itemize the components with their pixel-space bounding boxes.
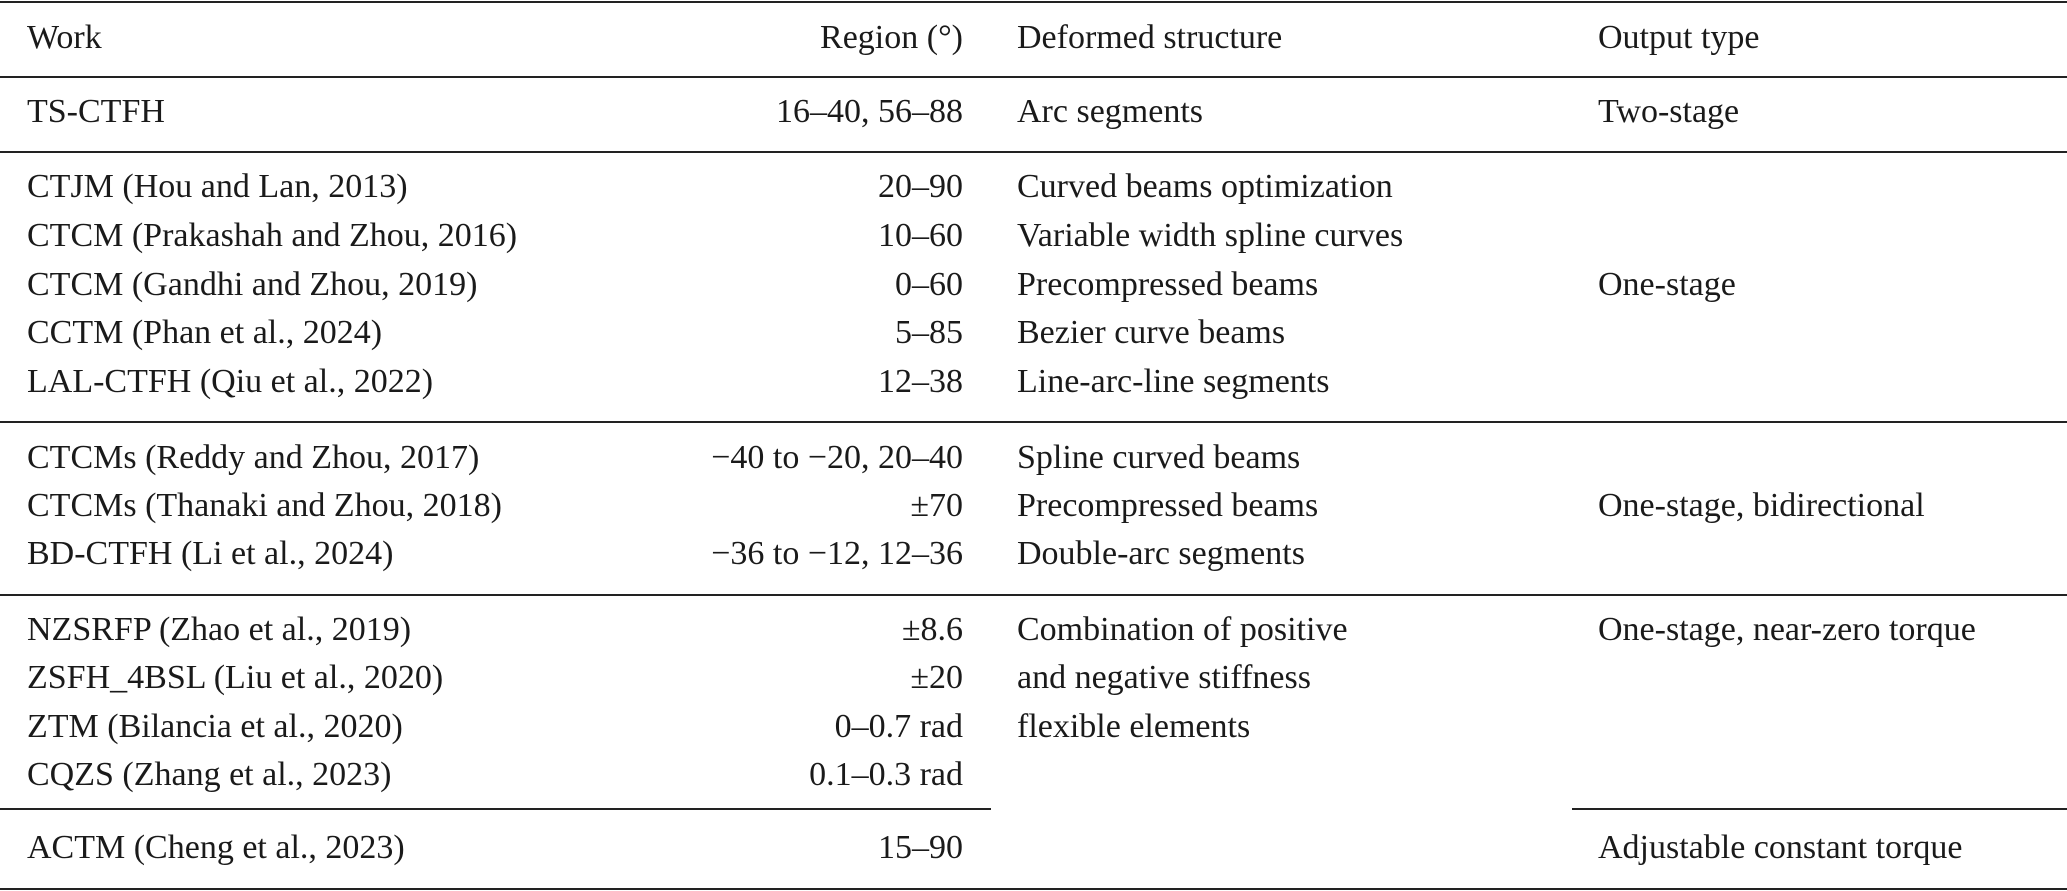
table-row-region: ±70 xyxy=(910,487,963,524)
table-row-work: CQZS (Zhang et al., 2023) xyxy=(27,756,392,793)
group-rule xyxy=(0,594,2067,596)
table-row-work: CTCM (Prakashah and Zhou, 2016) xyxy=(27,217,518,254)
header-region: Region (°) xyxy=(820,19,963,56)
structure-text: Variable width spline curves xyxy=(1017,217,1404,254)
structure-text: Curved beams optimization xyxy=(1017,168,1393,205)
table-row-region: 5–85 xyxy=(895,314,963,351)
table-row-work: ACTM (Cheng et al., 2023) xyxy=(27,829,405,866)
group-rule xyxy=(0,151,2067,153)
structure-text: Double-arc segments xyxy=(1017,535,1305,572)
table-row-region: 0–60 xyxy=(895,266,963,303)
table-row-region: 10–60 xyxy=(878,217,963,254)
table-row-work: TS-CTFH xyxy=(27,93,165,130)
table-row-region: 20–90 xyxy=(878,168,963,205)
table-row-work: LAL-CTFH (Qiu et al., 2022) xyxy=(27,363,434,400)
table-row-work: ZTM (Bilancia et al., 2020) xyxy=(27,708,403,745)
table-row-region: ±8.6 xyxy=(901,611,963,648)
group-rule xyxy=(0,421,2067,423)
output-text: One-stage xyxy=(1598,266,1736,303)
table-row-work: CTCM (Gandhi and Zhou, 2019) xyxy=(27,266,478,303)
table-row-region: ±20 xyxy=(910,659,963,696)
output-text: One-stage, near-zero torque xyxy=(1598,611,1976,648)
structure-text: Combination of positive xyxy=(1017,611,1348,648)
structure-text: flexible elements xyxy=(1017,708,1251,745)
table-row-work: CTJM (Hou and Lan, 2013) xyxy=(27,168,408,205)
partial-rule-right xyxy=(1572,808,2067,810)
structure-text: Precompressed beams xyxy=(1017,487,1319,524)
structure-text: Bezier curve beams xyxy=(1017,314,1286,351)
table-row-work: CTCMs (Reddy and Zhou, 2017) xyxy=(27,439,480,476)
structure-text: and negative stiffness xyxy=(1017,659,1311,696)
structure-text: Line-arc-line segments xyxy=(1017,363,1330,400)
output-text: Adjustable constant torque xyxy=(1598,829,1963,866)
table-row-work: CCTM (Phan et al., 2024) xyxy=(27,314,383,351)
table-row-region: 16–40, 56–88 xyxy=(776,93,963,130)
header-work: Work xyxy=(27,19,102,56)
header-structure: Deformed structure xyxy=(1017,19,1283,56)
structure-text: Precompressed beams xyxy=(1017,266,1319,303)
header-output: Output type xyxy=(1598,19,1760,56)
structure-text: Spline curved beams xyxy=(1017,439,1301,476)
table-row-region: −36 to −12, 12–36 xyxy=(711,535,963,572)
header-rule xyxy=(0,76,2067,78)
table-row-region: 12–38 xyxy=(878,363,963,400)
table-row-region: 0–0.7 rad xyxy=(834,708,963,745)
table-row-work: BD-CTFH (Li et al., 2024) xyxy=(27,535,394,572)
table-row-work: ZSFH_4BSL (Liu et al., 2020) xyxy=(27,659,444,696)
structure-text: Arc segments xyxy=(1017,93,1204,130)
table-row-region: 15–90 xyxy=(878,829,963,866)
top-rule xyxy=(0,1,2067,3)
partial-rule-left xyxy=(0,808,991,810)
table-row-region: 0.1–0.3 rad xyxy=(809,756,963,793)
output-text: One-stage, bidirectional xyxy=(1598,487,1925,524)
output-text: Two-stage xyxy=(1598,93,1740,130)
table-row-work: NZSRFP (Zhao et al., 2019) xyxy=(27,611,412,648)
table-row-work: CTCMs (Thanaki and Zhou, 2018) xyxy=(27,487,502,524)
table-row-region: −40 to −20, 20–40 xyxy=(711,439,963,476)
bottom-rule xyxy=(0,888,2067,890)
